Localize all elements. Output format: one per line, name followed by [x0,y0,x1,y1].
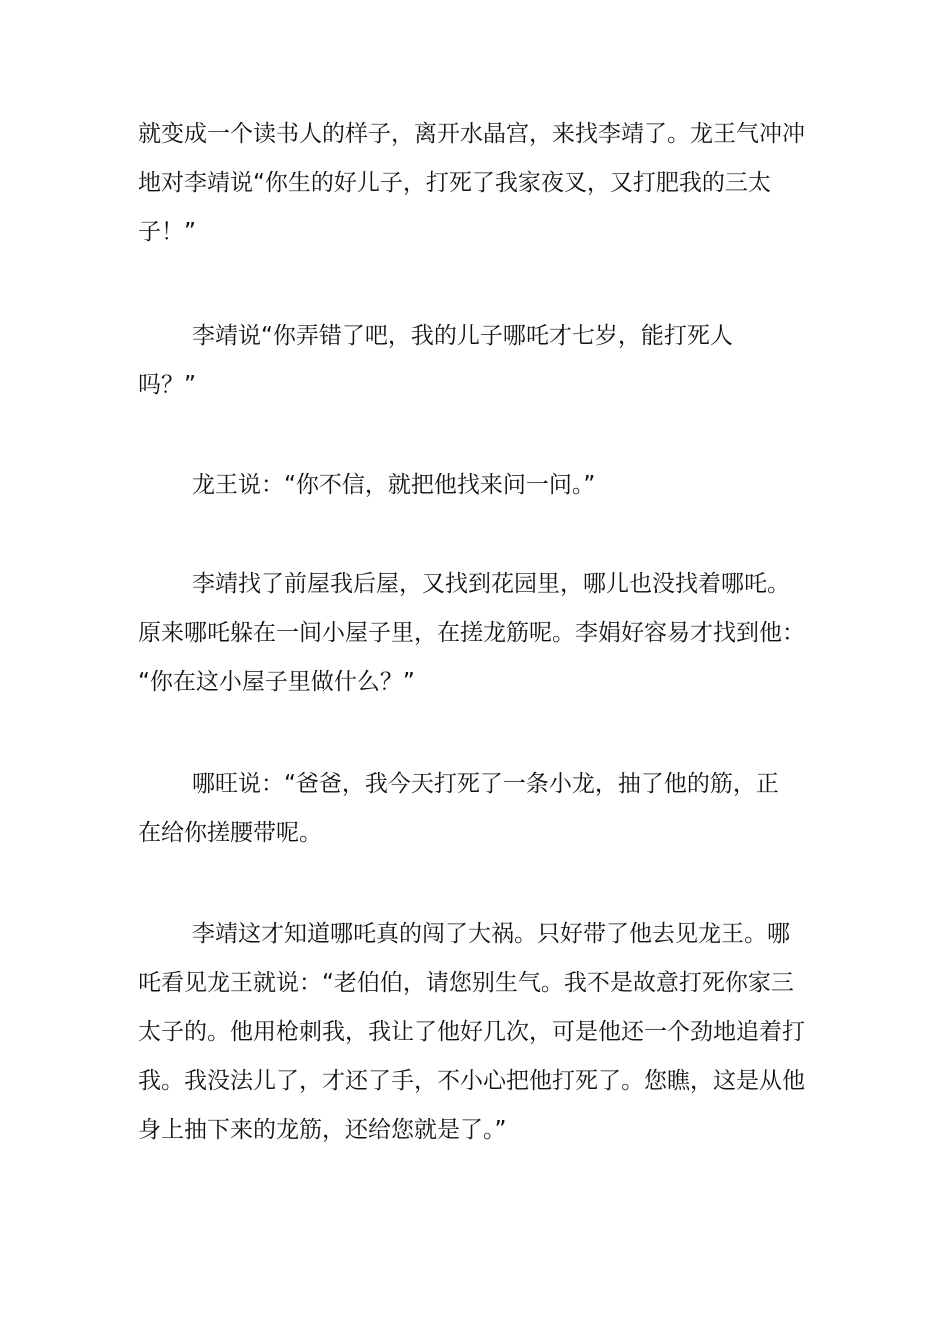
paragraph-3 [138,461,818,510]
text-line: 就变成一个读书人的样子，离开水晶宫，来找李靖了。龙王气冲冲 [138,121,805,147]
text-line: 子！” [138,219,196,245]
text-line: 吒看见龙王就说：“老伯伯，请您别生气。我不是故意打死你家三 [138,970,794,996]
text-line: 地对李靖说“你生的好儿子，打死了我家夜叉，又打肥我的三太 [138,170,771,196]
text-line: 龙王说：“你不信，就把他找来问一问。” [192,472,596,498]
text-line: 太子的。他用枪刺我，我让了他好几次，可是他还一个劲地追着打 [138,1019,805,1045]
paragraph-4 [138,560,818,707]
text-line: 我。我没法儿了，才还了手，不小心把他打死了。您瞧，这是从他 [138,1068,805,1094]
text-line: 身上抽下来的龙筋，还给您就是了。” [138,1117,507,1143]
text-line: 在给你搓腰带呢。 [138,820,322,846]
text-line: 李靖说“你弄错了吧，我的儿子哪吒才七岁，能打死人 [192,323,733,349]
paragraph-2 [138,312,818,410]
text-line: 哪旺说：“爸爸，我今天打死了一条小龙，抽了他的筋，正 [192,771,779,797]
paragraph-6 [138,910,818,1155]
text-line: 李靖找了前屋我后屋，又找到花园里，哪儿也没找着哪吒。 [192,571,790,597]
paragraph-1 [138,110,818,257]
text-line: 李靖这才知道哪吒真的闯了大祸。只好带了他去见龙王。哪 [192,921,790,947]
paragraph-5 [138,760,818,858]
text-line: “你在这小屋子里做什么？” [138,669,415,695]
text-line: 吗？” [138,372,196,398]
text-line: 原来哪吒躲在一间小屋子里，在搓龙筋呢。李娟好容易才找到他： [138,620,805,646]
